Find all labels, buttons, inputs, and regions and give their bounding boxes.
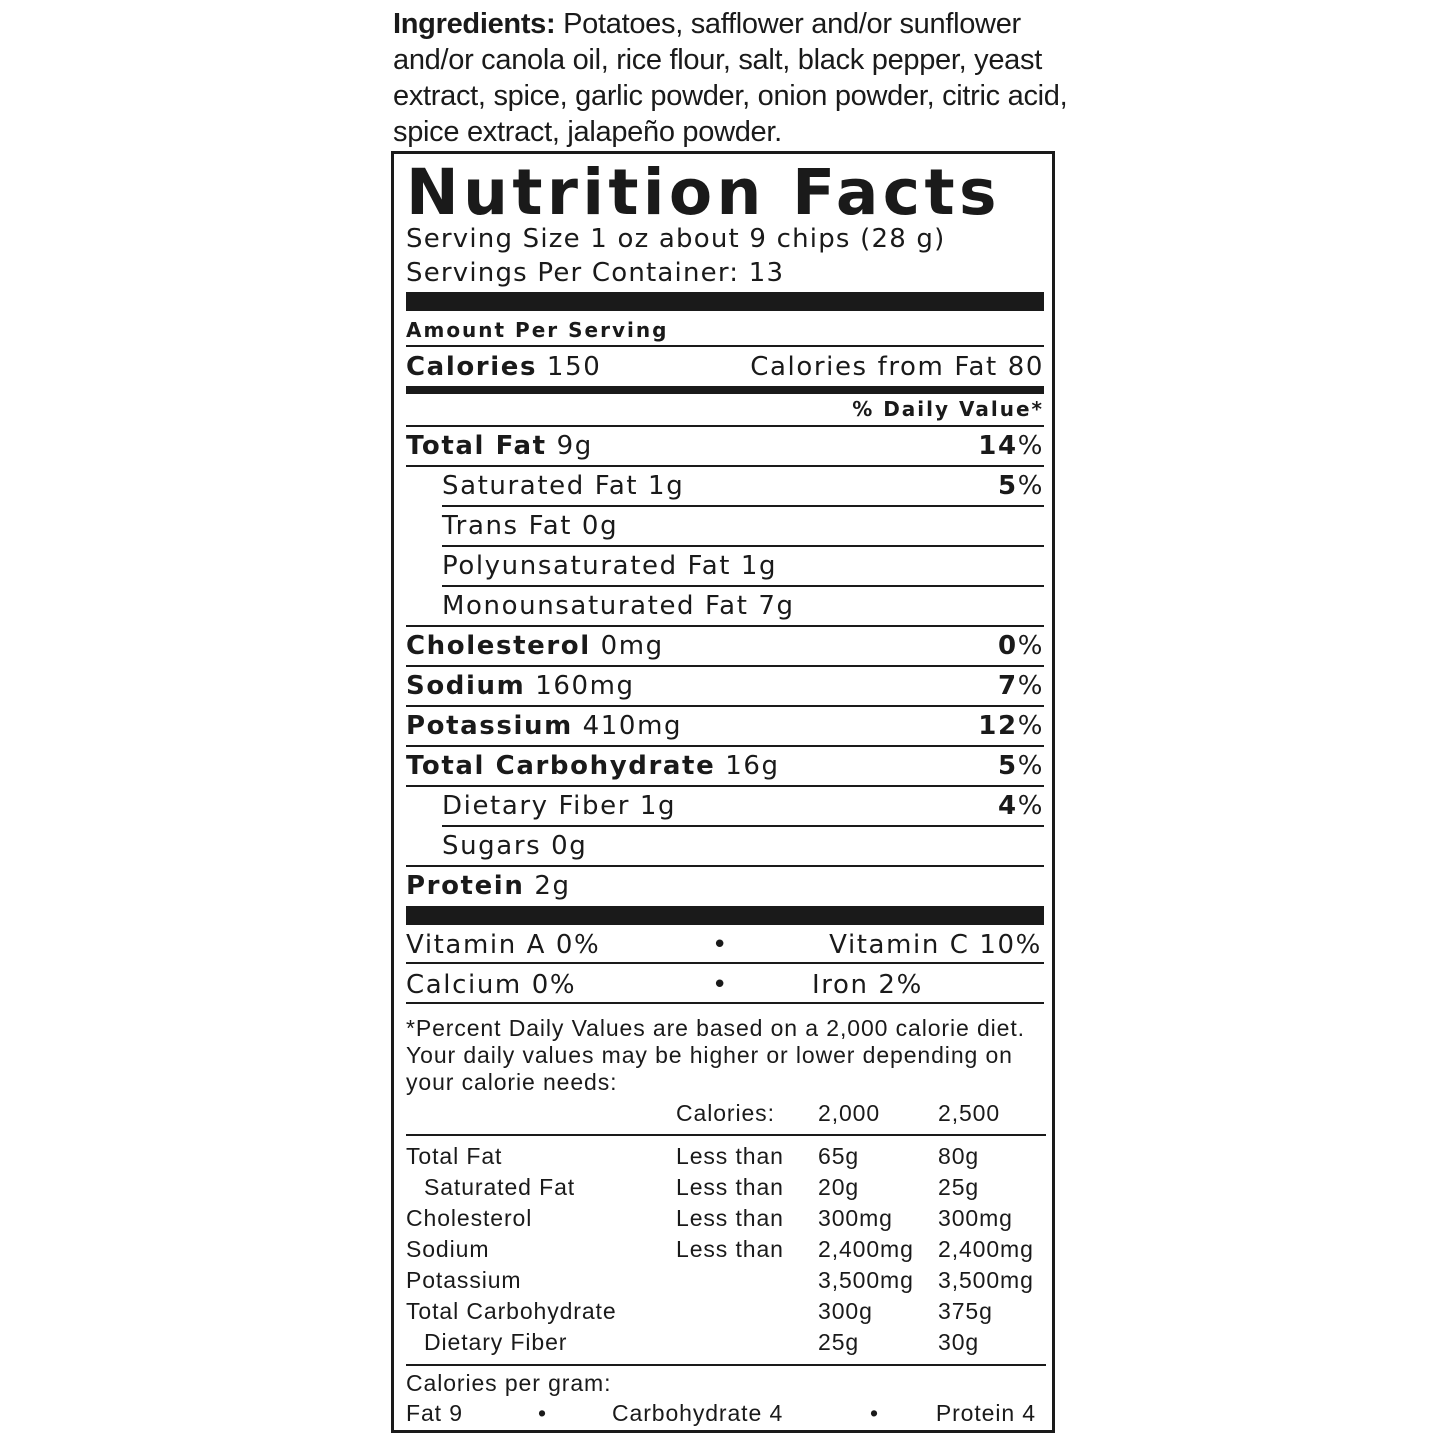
dv-header-calories: Calories:: [676, 1100, 775, 1126]
nutrient-daily-value-number: 5: [997, 471, 1018, 501]
table-cell-c4: 300mg: [938, 1205, 1013, 1231]
nutrient-daily-value-number: 5: [997, 751, 1018, 781]
dv-header-2000: 2,000: [818, 1100, 881, 1126]
nutrient-daily-value: [998, 667, 1044, 705]
table-cell-c3: 25g: [818, 1329, 860, 1355]
table-cell-c2: Less than: [676, 1205, 784, 1231]
nutrient-row: [406, 667, 1044, 705]
ingredients-label: Ingredients:: [393, 8, 556, 40]
thick-divider: [406, 906, 1044, 925]
table-row: [406, 1234, 1046, 1265]
servings-per-container: Servings Per Container: 13: [406, 258, 785, 288]
table-cell-c1: Potassium: [406, 1267, 522, 1293]
nutrient-daily-value: [978, 427, 1044, 465]
table-cell-c1: Total Carbohydrate: [406, 1298, 617, 1324]
carbohydrate-per-gram: Carbohydrate 4: [612, 1400, 784, 1426]
calories-per-gram-label: Calories per gram:: [406, 1370, 612, 1396]
ingredients-statement: [393, 6, 1073, 150]
daily-value-table: [406, 1141, 1046, 1358]
bullet: •: [870, 1400, 879, 1426]
thick-divider: [406, 292, 1044, 311]
nutrient-row: [406, 827, 1044, 865]
nutrient-row: [406, 707, 1044, 745]
nutrient-row: [406, 507, 1044, 545]
ingredients-text: Potatoes, safflower and/or sunflower and/or canola oil, rice flour, salt, black pepper, yeast extract, spice, garlic powder, onion powder, citric acid, spice extract, jalapeño powder.: [393, 8, 1068, 148]
nutrient-name: Total Fat: [406, 431, 547, 461]
table-cell-c2: Less than: [676, 1174, 784, 1200]
nutrient-daily-value: [998, 467, 1044, 505]
nutrient-daily-value-number: 0: [997, 631, 1018, 661]
nutrient-daily-value-sign: %: [1017, 791, 1044, 821]
vitamin-a: Vitamin A 0%: [406, 930, 601, 960]
nutrient-amount: 410mg: [582, 711, 683, 741]
table-cell-c3: 300g: [818, 1298, 873, 1324]
table-cell-c4: 375g: [938, 1298, 993, 1324]
nutrient-daily-value-sign: %: [1017, 711, 1044, 741]
nutrient-row: [406, 867, 1044, 905]
nutrient-daily-value-sign: %: [1017, 751, 1044, 781]
nutrition-facts-panel: [391, 151, 1055, 1433]
amount-per-serving: Amount Per Serving: [406, 318, 669, 342]
table-cell-c1: Saturated Fat: [424, 1174, 576, 1200]
table-row: [406, 1327, 1046, 1358]
medium-divider: [406, 386, 1044, 394]
dv-header-2500: 2,500: [938, 1100, 1001, 1126]
table-cell-c3: 2,400mg: [818, 1236, 914, 1262]
divider: [406, 1364, 1046, 1366]
fat-per-gram: Fat 9: [406, 1400, 463, 1426]
daily-value-table-header: [406, 1098, 1046, 1129]
serving-size: Serving Size 1 oz about 9 chips (28 g): [406, 224, 946, 254]
table-cell-c4: 3,500mg: [938, 1267, 1034, 1293]
nutrient-row: [406, 747, 1044, 785]
nutrient-daily-value-number: 12: [978, 711, 1018, 741]
table-row: [406, 1141, 1046, 1172]
nutrient-row: [406, 547, 1044, 585]
nutrient-daily-value-sign: %: [1017, 431, 1044, 461]
table-row: [406, 1265, 1046, 1296]
table-cell-c1: Cholesterol: [406, 1205, 533, 1231]
nutrient-amount: 0mg: [600, 631, 664, 661]
divider: [406, 962, 1044, 964]
nutrient-name: Potassium: [406, 711, 573, 741]
table-row: [406, 1203, 1046, 1234]
protein-per-gram: Protein 4: [935, 1400, 1036, 1426]
bullet: •: [712, 970, 729, 1000]
nutrient-name: Monounsaturated Fat 7g: [442, 591, 795, 621]
nutrient-name: Protein: [406, 871, 525, 901]
table-cell-c4: 25g: [938, 1174, 980, 1200]
nutrient-name: Total Carbohydrate: [406, 751, 716, 781]
mineral-row: [406, 966, 1044, 1004]
calories-label: Calories: [406, 352, 538, 382]
calcium: Calcium 0%: [406, 970, 577, 1000]
nutrient-daily-value-sign: %: [1017, 471, 1044, 501]
daily-value-header: % Daily Value*: [852, 397, 1044, 421]
table-cell-c1: Sodium: [406, 1236, 490, 1262]
nutrient-row: [406, 627, 1044, 665]
nutrient-amount: 160mg: [535, 671, 635, 701]
table-cell-c1: Dietary Fiber: [424, 1329, 568, 1355]
calories-from-fat: Calories from Fat 80: [750, 352, 1044, 382]
nutrient-name: Dietary Fiber 1g: [442, 791, 677, 821]
vitamin-row: [406, 926, 1044, 964]
table-cell-c4: 30g: [938, 1329, 980, 1355]
calories-per-gram: [406, 1370, 1046, 1430]
nutrient-name: Cholesterol: [406, 631, 591, 661]
nutrient-name: Trans Fat 0g: [442, 511, 619, 541]
nutrient-row: [406, 427, 1044, 465]
nutrient-name: Polyunsaturated Fat 1g: [442, 551, 778, 581]
bullet: •: [712, 930, 729, 960]
table-row: [406, 1296, 1046, 1327]
iron: Iron 2%: [812, 970, 923, 1000]
nutrient-row: [406, 587, 1044, 625]
nutrient-daily-value: [978, 707, 1044, 745]
vitamin-c: Vitamin C 10%: [829, 930, 1042, 960]
nutrient-daily-value-number: 7: [997, 671, 1018, 701]
nutrient-daily-value: [998, 787, 1044, 825]
table-cell-c1: Total Fat: [406, 1143, 503, 1169]
nutrient-daily-value-sign: %: [1017, 671, 1044, 701]
nutrient-daily-value-number: 4: [997, 791, 1018, 821]
calories-row: [406, 348, 1044, 386]
panel-title: Nutrition Facts: [406, 156, 1001, 229]
divider: [406, 345, 1044, 347]
footnote: *Percent Daily Values are based on a 2,000 calorie diet. Your daily values may be higher or lower depending on your calorie needs:: [406, 1015, 1025, 1095]
calories-value: 150: [546, 352, 602, 382]
table-cell-c2: Less than: [676, 1236, 784, 1262]
table-cell-c3: 20g: [818, 1174, 860, 1200]
divider: [406, 1134, 1046, 1136]
nutrient-name: Sodium: [406, 671, 526, 701]
nutrient-daily-value: [998, 627, 1044, 665]
nutrient-amount: 2g: [534, 871, 571, 901]
nutrient-daily-value-sign: %: [1017, 631, 1044, 661]
nutrient-name: Sugars 0g: [442, 831, 588, 861]
nutrient-daily-value-number: 14: [978, 431, 1018, 461]
table-cell-c2: Less than: [676, 1143, 784, 1169]
nutrient-name: Saturated Fat 1g: [442, 471, 685, 501]
divider: [406, 1002, 1044, 1004]
nutrient-amount: 9g: [556, 431, 593, 461]
nutrient-daily-value: [998, 747, 1044, 785]
nutrient-amount: 16g: [725, 751, 780, 781]
table-cell-c3: 3,500mg: [818, 1267, 914, 1293]
bullet: •: [538, 1400, 547, 1426]
nutrient-row: [406, 467, 1044, 505]
table-cell-c3: 300mg: [818, 1205, 893, 1231]
nutrient-row: [406, 787, 1044, 825]
table-row: [406, 1172, 1046, 1203]
table-cell-c4: 2,400mg: [938, 1236, 1034, 1262]
table-cell-c4: 80g: [938, 1143, 980, 1169]
table-cell-c3: 65g: [818, 1143, 860, 1169]
